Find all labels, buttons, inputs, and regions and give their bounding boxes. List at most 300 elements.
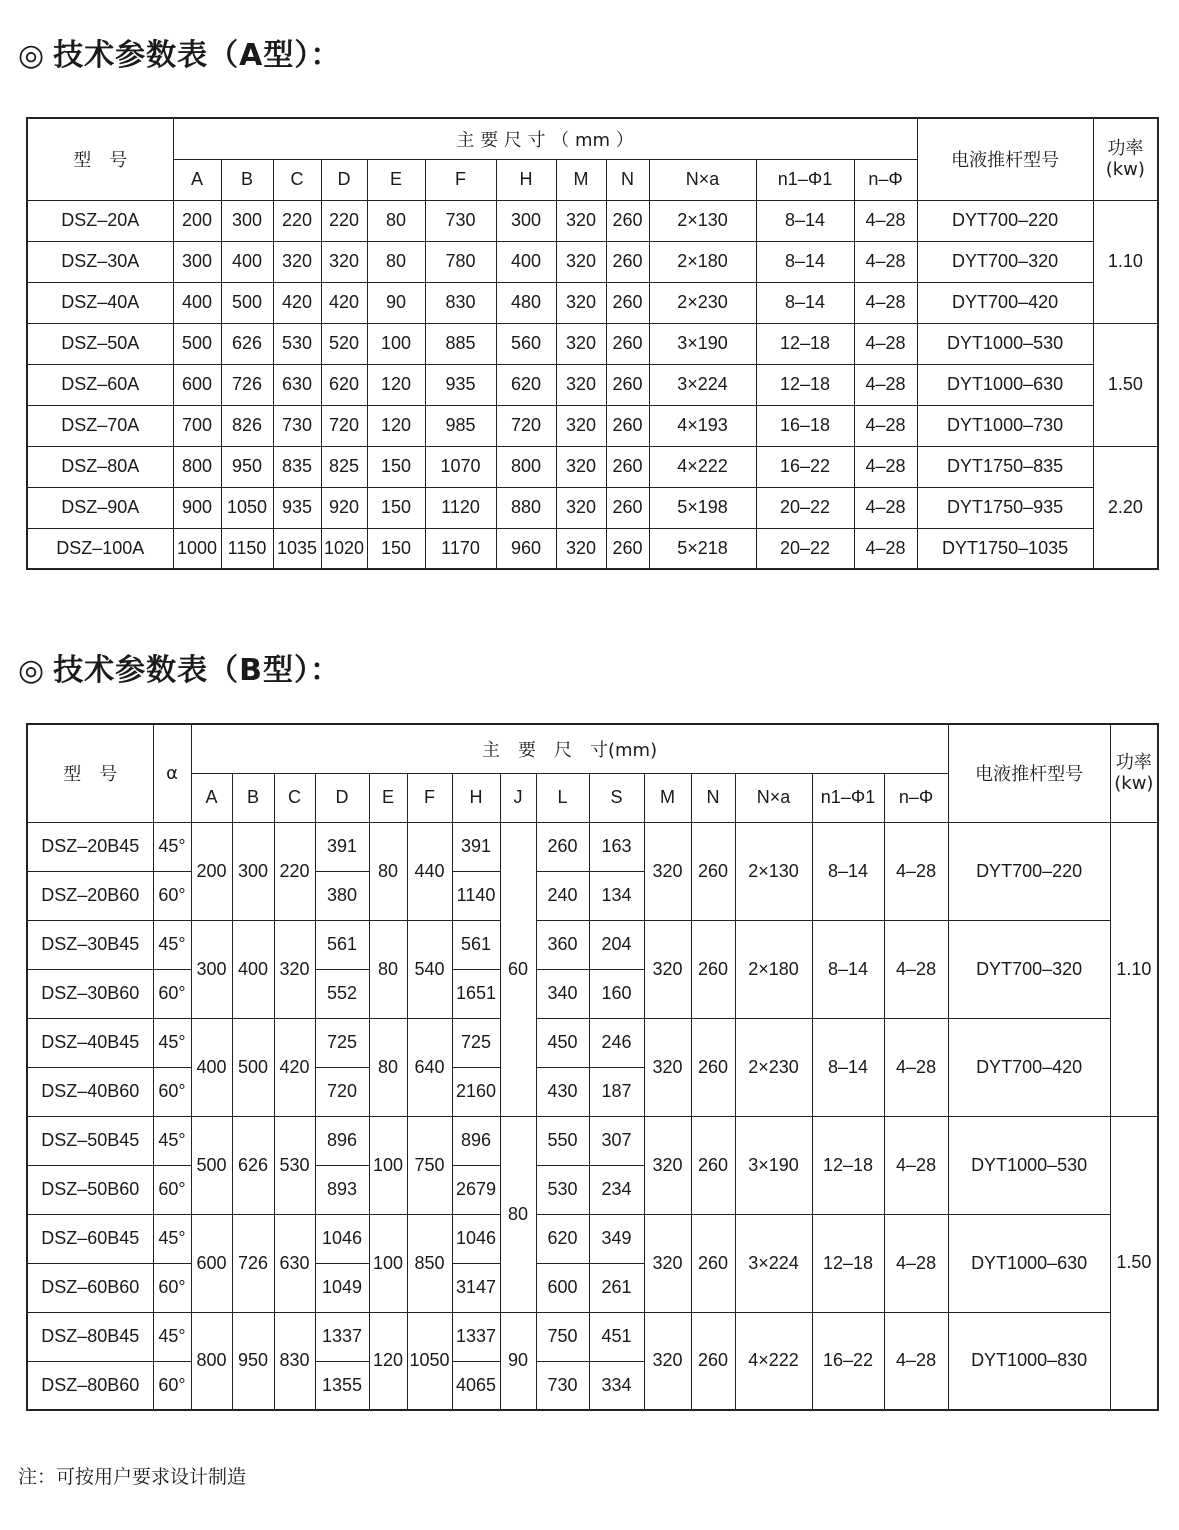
pusher-cell: DYT1000–830 xyxy=(948,1312,1110,1410)
value-cell: DYT700–220 xyxy=(917,200,1093,241)
value-cell: 120 xyxy=(369,1312,407,1410)
value-cell: 730 xyxy=(425,200,496,241)
value-cell: 320 xyxy=(321,241,367,282)
value-cell: 2160 xyxy=(452,1067,500,1116)
alpha-cell: 45° xyxy=(153,920,191,969)
table-row xyxy=(27,241,1158,282)
value-cell: 163 xyxy=(589,822,644,871)
value-cell: 5×198 xyxy=(649,487,756,528)
value-cell: DYT1000–730 xyxy=(917,405,1093,446)
value-cell: 720 xyxy=(321,405,367,446)
value-cell: 620 xyxy=(496,364,556,405)
table-row xyxy=(27,822,1158,871)
model-cell: DSZ–20B45 xyxy=(27,822,153,871)
column-header: E xyxy=(369,773,407,822)
model-cell: DSZ–50B60 xyxy=(27,1165,153,1214)
column-header: D xyxy=(315,773,369,822)
value-cell: 380 xyxy=(315,871,369,920)
table-b-heading xyxy=(18,645,341,689)
value-cell: 260 xyxy=(691,1116,735,1214)
value-cell: 320 xyxy=(556,528,606,569)
model-cell: DSZ–60A xyxy=(27,364,173,405)
model-cell: DSZ–30B60 xyxy=(27,969,153,1018)
value-cell: 4–28 xyxy=(884,920,948,1018)
value-cell: 450 xyxy=(536,1018,589,1067)
value-cell: 320 xyxy=(556,200,606,241)
value-cell: 4×222 xyxy=(735,1312,812,1410)
value-cell: 420 xyxy=(273,282,321,323)
value-cell: DYT1000–530 xyxy=(917,323,1093,364)
value-cell: 1070 xyxy=(425,446,496,487)
value-cell: 893 xyxy=(315,1165,369,1214)
value-cell: 826 xyxy=(221,405,273,446)
header-main-dims: 主 要 尺 寸(mm) xyxy=(191,724,948,773)
alpha-cell: 60° xyxy=(153,1165,191,1214)
value-cell: 320 xyxy=(556,487,606,528)
alpha-cell: 60° xyxy=(153,969,191,1018)
column-header: S xyxy=(589,773,644,822)
value-cell: 320 xyxy=(644,1116,691,1214)
value-cell: 950 xyxy=(221,446,273,487)
value-cell: 4–28 xyxy=(854,528,917,569)
value-cell: 4×222 xyxy=(649,446,756,487)
value-cell: 340 xyxy=(536,969,589,1018)
alpha-cell: 60° xyxy=(153,871,191,920)
value-cell: 560 xyxy=(496,323,556,364)
value-cell: 8–14 xyxy=(812,1018,884,1116)
column-header: M xyxy=(644,773,691,822)
alpha-cell: 45° xyxy=(153,1116,191,1165)
value-cell: 261 xyxy=(589,1263,644,1312)
value-cell: 800 xyxy=(173,446,221,487)
value-cell: 90 xyxy=(367,282,425,323)
value-cell: 630 xyxy=(274,1214,315,1312)
value-cell: 400 xyxy=(191,1018,232,1116)
value-cell: 220 xyxy=(321,200,367,241)
header-model: 型 号 xyxy=(27,118,173,200)
header-power: 功率 (kw) xyxy=(1110,724,1158,822)
value-cell: 1170 xyxy=(425,528,496,569)
value-cell: 500 xyxy=(232,1018,274,1116)
value-cell: 985 xyxy=(425,405,496,446)
value-cell: 750 xyxy=(536,1312,589,1361)
table-a-title: 技术参数表（A型）： xyxy=(53,38,342,73)
value-cell: 400 xyxy=(232,920,274,1018)
model-cell: DSZ–80A xyxy=(27,446,173,487)
value-cell: 4×193 xyxy=(649,405,756,446)
value-cell: 835 xyxy=(273,446,321,487)
value-cell: 1337 xyxy=(315,1312,369,1361)
value-cell: 780 xyxy=(425,241,496,282)
value-cell: 12–18 xyxy=(812,1214,884,1312)
model-cell: DSZ–70A xyxy=(27,405,173,446)
value-cell: 320 xyxy=(556,405,606,446)
value-cell: 120 xyxy=(367,405,425,446)
column-header: H xyxy=(496,159,556,200)
value-cell: 360 xyxy=(536,920,589,969)
value-cell: 16–18 xyxy=(756,405,854,446)
value-cell: 440 xyxy=(407,822,452,920)
value-cell: 600 xyxy=(191,1214,232,1312)
value-cell: 885 xyxy=(425,323,496,364)
value-cell: 850 xyxy=(407,1214,452,1312)
header-model: 型 号 xyxy=(27,724,153,822)
value-cell: 391 xyxy=(452,822,500,871)
value-cell: 240 xyxy=(536,871,589,920)
table-a-heading xyxy=(18,30,341,74)
model-cell: DSZ–40A xyxy=(27,282,173,323)
column-header: n–Φ xyxy=(854,159,917,200)
value-cell: 4–28 xyxy=(854,364,917,405)
value-cell: 960 xyxy=(496,528,556,569)
value-cell: 4–28 xyxy=(854,446,917,487)
value-cell: 1046 xyxy=(315,1214,369,1263)
table-row xyxy=(27,1312,1158,1361)
value-cell: 16–22 xyxy=(756,446,854,487)
model-cell: DSZ–30A xyxy=(27,241,173,282)
value-cell: 20–22 xyxy=(756,487,854,528)
value-cell: 626 xyxy=(221,323,273,364)
value-cell: 800 xyxy=(191,1312,232,1410)
column-header: F xyxy=(425,159,496,200)
column-header: A xyxy=(191,773,232,822)
value-cell: 260 xyxy=(606,364,649,405)
value-cell: 8–14 xyxy=(756,241,854,282)
value-cell: 300 xyxy=(496,200,556,241)
column-header: L xyxy=(536,773,589,822)
value-cell: 730 xyxy=(536,1361,589,1410)
table-row xyxy=(27,1018,1158,1067)
alpha-cell: 45° xyxy=(153,822,191,871)
model-cell: DSZ–40B45 xyxy=(27,1018,153,1067)
value-cell: 520 xyxy=(321,323,367,364)
value-cell: 4–28 xyxy=(884,1116,948,1214)
pusher-cell: DYT1000–530 xyxy=(948,1116,1110,1214)
column-header: B xyxy=(232,773,274,822)
model-cell: DSZ–40B60 xyxy=(27,1067,153,1116)
column-header: A xyxy=(173,159,221,200)
value-cell: 334 xyxy=(589,1361,644,1410)
power-cell: 1.50 xyxy=(1110,1116,1158,1410)
model-cell: DSZ–80B45 xyxy=(27,1312,153,1361)
header-pusher: 电液推杆型号 xyxy=(948,724,1110,822)
value-cell: 200 xyxy=(191,822,232,920)
table-row xyxy=(27,405,1158,446)
value-cell: 300 xyxy=(232,822,274,920)
value-cell: 4–28 xyxy=(854,282,917,323)
header-power: 功率 (kw) xyxy=(1093,118,1158,200)
value-cell: 896 xyxy=(315,1116,369,1165)
value-cell: 100 xyxy=(369,1214,407,1312)
value-cell: 20–22 xyxy=(756,528,854,569)
value-cell: 220 xyxy=(273,200,321,241)
value-cell: DYT1750–835 xyxy=(917,446,1093,487)
value-cell: 260 xyxy=(691,1214,735,1312)
model-cell: DSZ–50A xyxy=(27,323,173,364)
column-header: F xyxy=(407,773,452,822)
value-cell: 80 xyxy=(369,822,407,920)
value-cell: 260 xyxy=(606,323,649,364)
value-cell: 260 xyxy=(606,200,649,241)
model-cell: DSZ–80B60 xyxy=(27,1361,153,1410)
value-cell: 260 xyxy=(606,528,649,569)
value-cell: 260 xyxy=(691,822,735,920)
value-cell: 100 xyxy=(367,323,425,364)
value-cell: DYT1750–935 xyxy=(917,487,1093,528)
value-cell: 320 xyxy=(644,1214,691,1312)
table-row xyxy=(27,323,1158,364)
value-cell: 900 xyxy=(173,487,221,528)
pusher-cell: DYT700–220 xyxy=(948,822,1110,920)
value-cell: 1120 xyxy=(425,487,496,528)
value-cell: 150 xyxy=(367,528,425,569)
alpha-cell: 45° xyxy=(153,1312,191,1361)
column-header: D xyxy=(321,159,367,200)
value-cell: 3×224 xyxy=(649,364,756,405)
value-cell: 4–28 xyxy=(884,1312,948,1410)
value-cell: 1020 xyxy=(321,528,367,569)
column-header: N xyxy=(606,159,649,200)
value-cell: 4–28 xyxy=(884,1018,948,1116)
pusher-cell: DYT700–420 xyxy=(948,1018,1110,1116)
value-cell: 552 xyxy=(315,969,369,1018)
value-cell: 1050 xyxy=(407,1312,452,1410)
alpha-cell: 45° xyxy=(153,1214,191,1263)
header-pusher: 电液推杆型号 xyxy=(917,118,1093,200)
value-cell: 1337 xyxy=(452,1312,500,1361)
value-cell: 750 xyxy=(407,1116,452,1214)
value-cell: 100 xyxy=(369,1116,407,1214)
value-cell: 2×230 xyxy=(735,1018,812,1116)
value-cell: 880 xyxy=(496,487,556,528)
value-cell: 1050 xyxy=(221,487,273,528)
value-cell: 725 xyxy=(452,1018,500,1067)
value-cell: 626 xyxy=(232,1116,274,1214)
value-cell: 1046 xyxy=(452,1214,500,1263)
value-cell: 530 xyxy=(273,323,321,364)
value-cell: 4–28 xyxy=(884,822,948,920)
j-cell: 60 xyxy=(500,822,536,1116)
value-cell: 896 xyxy=(452,1116,500,1165)
model-cell: DSZ–50B45 xyxy=(27,1116,153,1165)
value-cell: 8–14 xyxy=(812,822,884,920)
value-cell: 620 xyxy=(536,1214,589,1263)
value-cell: 830 xyxy=(274,1312,315,1410)
value-cell: 726 xyxy=(221,364,273,405)
value-cell: DYT1750–1035 xyxy=(917,528,1093,569)
value-cell: 2×130 xyxy=(735,822,812,920)
value-cell: 300 xyxy=(173,241,221,282)
value-cell: 2×130 xyxy=(649,200,756,241)
value-cell: 3×190 xyxy=(735,1116,812,1214)
value-cell: 260 xyxy=(606,487,649,528)
value-cell: 260 xyxy=(691,1018,735,1116)
column-header: n1–Φ1 xyxy=(756,159,854,200)
value-cell: 561 xyxy=(315,920,369,969)
value-cell: 320 xyxy=(644,920,691,1018)
column-header: N×a xyxy=(649,159,756,200)
value-cell: 2×230 xyxy=(649,282,756,323)
value-cell: 2679 xyxy=(452,1165,500,1214)
circle-bullet-icon: ◎ xyxy=(18,653,46,688)
value-cell: 187 xyxy=(589,1067,644,1116)
value-cell: 320 xyxy=(273,241,321,282)
value-cell: DYT1000–630 xyxy=(917,364,1093,405)
value-cell: 80 xyxy=(369,1018,407,1116)
value-cell: 725 xyxy=(315,1018,369,1067)
model-cell: DSZ–60B45 xyxy=(27,1214,153,1263)
value-cell: DYT700–320 xyxy=(917,241,1093,282)
alpha-cell: 45° xyxy=(153,1018,191,1067)
alpha-cell: 60° xyxy=(153,1263,191,1312)
table-row xyxy=(27,1116,1158,1165)
value-cell: 200 xyxy=(173,200,221,241)
value-cell: 4–28 xyxy=(854,405,917,446)
value-cell: 307 xyxy=(589,1116,644,1165)
footnote: 注：可按用户要求设计制造 xyxy=(18,1466,247,1488)
value-cell: 8–14 xyxy=(756,200,854,241)
value-cell: 561 xyxy=(452,920,500,969)
power-cell: 1.50 xyxy=(1093,323,1158,446)
value-cell: 700 xyxy=(173,405,221,446)
pusher-cell: DYT1000–630 xyxy=(948,1214,1110,1312)
model-cell: DSZ–20B60 xyxy=(27,871,153,920)
table-row xyxy=(27,282,1158,323)
value-cell: 320 xyxy=(556,446,606,487)
power-cell: 2.20 xyxy=(1093,446,1158,569)
alpha-cell: 60° xyxy=(153,1361,191,1410)
value-cell: 320 xyxy=(644,1312,691,1410)
value-cell: 2×180 xyxy=(735,920,812,1018)
column-header: M xyxy=(556,159,606,200)
value-cell: 500 xyxy=(173,323,221,364)
value-cell: 300 xyxy=(221,200,273,241)
value-cell: 260 xyxy=(606,446,649,487)
value-cell: 320 xyxy=(644,1018,691,1116)
value-cell: 420 xyxy=(274,1018,315,1116)
value-cell: 800 xyxy=(496,446,556,487)
circle-bullet-icon: ◎ xyxy=(18,38,46,73)
value-cell: 640 xyxy=(407,1018,452,1116)
value-cell: 540 xyxy=(407,920,452,1018)
table-row xyxy=(27,487,1158,528)
value-cell: 3×190 xyxy=(649,323,756,364)
value-cell: 320 xyxy=(274,920,315,1018)
value-cell: 4–28 xyxy=(854,323,917,364)
value-cell: 246 xyxy=(589,1018,644,1067)
value-cell: 16–22 xyxy=(812,1312,884,1410)
value-cell: 4–28 xyxy=(854,487,917,528)
value-cell: 4065 xyxy=(452,1361,500,1410)
value-cell: 430 xyxy=(536,1067,589,1116)
value-cell: 720 xyxy=(496,405,556,446)
value-cell: 480 xyxy=(496,282,556,323)
value-cell: 160 xyxy=(589,969,644,1018)
value-cell: 1140 xyxy=(452,871,500,920)
value-cell: 391 xyxy=(315,822,369,871)
power-cell: 1.10 xyxy=(1110,822,1158,1116)
value-cell: 12–18 xyxy=(812,1116,884,1214)
value-cell: 730 xyxy=(273,405,321,446)
alpha-cell: 60° xyxy=(153,1067,191,1116)
value-cell: 600 xyxy=(536,1263,589,1312)
table-row xyxy=(27,920,1158,969)
value-cell: 935 xyxy=(273,487,321,528)
value-cell: 400 xyxy=(221,241,273,282)
value-cell: 204 xyxy=(589,920,644,969)
j-cell: 80 xyxy=(500,1116,536,1312)
value-cell: 530 xyxy=(536,1165,589,1214)
value-cell: 8–14 xyxy=(756,282,854,323)
column-header: C xyxy=(274,773,315,822)
value-cell: 260 xyxy=(606,282,649,323)
table-row xyxy=(27,200,1158,241)
column-header: H xyxy=(452,773,500,822)
table-b-title: 技术参数表（B型）： xyxy=(53,653,342,688)
table-a xyxy=(26,117,1159,570)
value-cell: 500 xyxy=(221,282,273,323)
header-alpha: α xyxy=(153,724,191,822)
value-cell: 620 xyxy=(321,364,367,405)
column-header: E xyxy=(367,159,425,200)
column-header: n1–Φ1 xyxy=(812,773,884,822)
j-cell: 90 xyxy=(500,1312,536,1410)
value-cell: 3147 xyxy=(452,1263,500,1312)
table-b xyxy=(26,723,1159,1411)
model-cell: DSZ–90A xyxy=(27,487,173,528)
value-cell: 1035 xyxy=(273,528,321,569)
value-cell: 320 xyxy=(556,364,606,405)
value-cell: 234 xyxy=(589,1165,644,1214)
header-main-dims: 主 要 尺 寸 （ mm ） xyxy=(173,118,917,159)
model-cell: DSZ–20A xyxy=(27,200,173,241)
value-cell: 5×218 xyxy=(649,528,756,569)
value-cell: 320 xyxy=(556,282,606,323)
value-cell: 530 xyxy=(274,1116,315,1214)
value-cell: 120 xyxy=(367,364,425,405)
model-cell: DSZ–100A xyxy=(27,528,173,569)
table-row xyxy=(27,446,1158,487)
value-cell: 220 xyxy=(274,822,315,920)
value-cell: 260 xyxy=(536,822,589,871)
value-cell: 300 xyxy=(191,920,232,1018)
value-cell: 830 xyxy=(425,282,496,323)
value-cell: 260 xyxy=(691,1312,735,1410)
value-cell: 3×224 xyxy=(735,1214,812,1312)
value-cell: 4–28 xyxy=(854,241,917,282)
value-cell: 400 xyxy=(173,282,221,323)
value-cell: 80 xyxy=(367,241,425,282)
value-cell: 500 xyxy=(191,1116,232,1214)
value-cell: 920 xyxy=(321,487,367,528)
value-cell: 1049 xyxy=(315,1263,369,1312)
value-cell: 260 xyxy=(606,241,649,282)
value-cell: 451 xyxy=(589,1312,644,1361)
value-cell: 1355 xyxy=(315,1361,369,1410)
column-header: n–Φ xyxy=(884,773,948,822)
value-cell: 1651 xyxy=(452,969,500,1018)
value-cell: 1000 xyxy=(173,528,221,569)
table-row xyxy=(27,364,1158,405)
value-cell: 150 xyxy=(367,446,425,487)
value-cell: 950 xyxy=(232,1312,274,1410)
value-cell: 260 xyxy=(606,405,649,446)
value-cell: 400 xyxy=(496,241,556,282)
power-cell: 1.10 xyxy=(1093,200,1158,323)
value-cell: 260 xyxy=(691,920,735,1018)
column-header: N×a xyxy=(735,773,812,822)
value-cell: 80 xyxy=(369,920,407,1018)
